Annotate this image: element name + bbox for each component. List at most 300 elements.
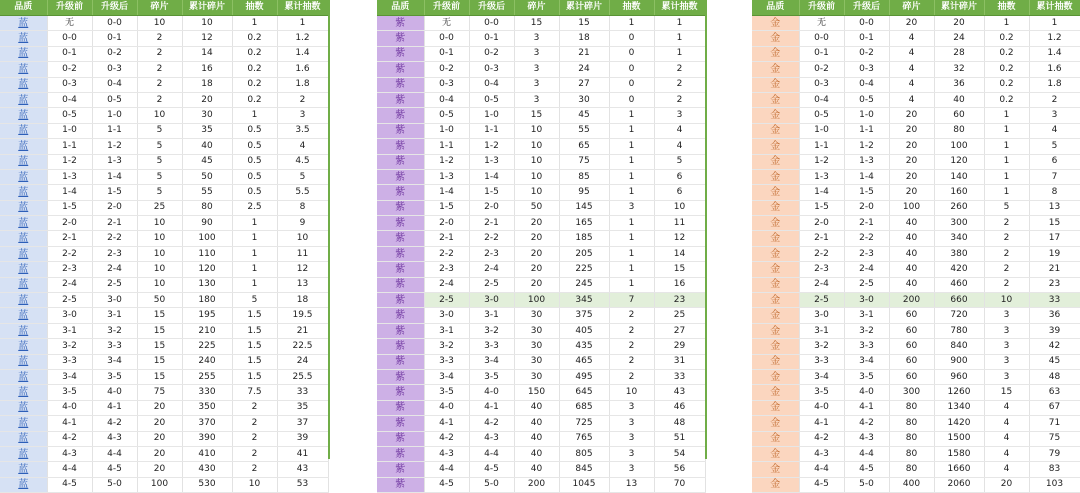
cumulative-draws-cell: 5 xyxy=(654,154,705,169)
before-level-cell: 3-3 xyxy=(424,354,469,369)
before-level-cell: 3-4 xyxy=(799,369,844,384)
cumulative-fragments-cell: 12 xyxy=(182,31,232,46)
fragments-cell: 30 xyxy=(514,323,559,338)
cumulative-draws-cell: 43 xyxy=(654,385,705,400)
cumulative-fragments-cell: 20 xyxy=(934,16,984,31)
cumulative-draws-cell: 41 xyxy=(277,446,328,461)
cumulative-draws-cell: 13 xyxy=(277,277,328,292)
after-level-cell: 1-2 xyxy=(92,139,137,154)
before-level-cell: 2-4 xyxy=(799,277,844,292)
cumulative-fragments-cell: 805 xyxy=(559,446,609,461)
draws-cell: 4 xyxy=(984,462,1029,477)
before-level-cell: 4-2 xyxy=(799,431,844,446)
cumulative-draws-cell: 4 xyxy=(654,123,705,138)
draws-cell: 1 xyxy=(609,262,654,277)
draws-cell: 0.5 xyxy=(232,123,277,138)
quality-cell: 蓝 xyxy=(0,246,47,261)
cumulative-draws-cell: 45 xyxy=(1029,354,1080,369)
draws-cell: 7.5 xyxy=(232,385,277,400)
before-level-cell: 4-1 xyxy=(799,416,844,431)
fragments-cell: 10 xyxy=(514,169,559,184)
cumulative-draws-cell: 67 xyxy=(1029,400,1080,415)
before-level-cell: 2-1 xyxy=(799,231,844,246)
table-row xyxy=(0,31,328,46)
draws-cell: 2.5 xyxy=(232,200,277,215)
quality-cell: 紫 xyxy=(377,369,424,384)
before-level-cell: 0-0 xyxy=(47,31,92,46)
quality-cell: 紫 xyxy=(377,477,424,492)
fragments-cell: 10 xyxy=(137,216,182,231)
before-level-cell: 0-5 xyxy=(47,108,92,123)
cumulative-draws-cell: 18 xyxy=(277,293,328,308)
after-level-cell: 1-2 xyxy=(844,139,889,154)
fragments-cell: 50 xyxy=(514,200,559,215)
table-row xyxy=(0,92,328,107)
quality-cell: 金 xyxy=(752,431,799,446)
after-level-cell: 3-3 xyxy=(844,339,889,354)
fragments-cell: 15 xyxy=(137,354,182,369)
table-row xyxy=(377,446,705,461)
after-level-cell: 3-4 xyxy=(844,354,889,369)
after-level-cell: 2-4 xyxy=(469,262,514,277)
draws-cell: 3 xyxy=(984,339,1029,354)
cumulative-draws-cell: 14 xyxy=(654,246,705,261)
draws-cell: 0.2 xyxy=(232,77,277,92)
after-level-cell: 1-1 xyxy=(469,123,514,138)
table-row xyxy=(0,462,328,477)
cumulative-fragments-cell: 845 xyxy=(559,462,609,477)
table-row xyxy=(752,262,1080,277)
fragments-cell: 2 xyxy=(137,46,182,61)
cumulative-draws-cell: 1 xyxy=(654,16,705,31)
fragments-cell: 25 xyxy=(137,200,182,215)
draws-cell: 2 xyxy=(232,446,277,461)
fragments-cell: 10 xyxy=(137,16,182,31)
before-level-cell: 1-4 xyxy=(424,185,469,200)
cumulative-draws-cell: 1.4 xyxy=(277,46,328,61)
quality-cell: 金 xyxy=(752,246,799,261)
after-level-cell: 2-1 xyxy=(469,216,514,231)
fragments-cell: 40 xyxy=(889,262,934,277)
table-row xyxy=(0,46,328,61)
draws-cell: 10 xyxy=(609,385,654,400)
cumulative-fragments-cell: 350 xyxy=(182,400,232,415)
quality-cell: 蓝 xyxy=(0,477,47,492)
table-row xyxy=(0,77,328,92)
cumulative-draws-cell: 8 xyxy=(1029,185,1080,200)
fragments-cell: 3 xyxy=(514,31,559,46)
table-row xyxy=(0,200,328,215)
table-row xyxy=(752,246,1080,261)
table-row xyxy=(752,31,1080,46)
cumulative-fragments-cell: 110 xyxy=(182,246,232,261)
after-level-cell: 0-2 xyxy=(844,46,889,61)
header-fragments: 碎片 xyxy=(889,0,934,16)
after-level-cell: 2-5 xyxy=(469,277,514,292)
table-row xyxy=(377,108,705,123)
fragments-cell: 300 xyxy=(889,385,934,400)
quality-cell: 紫 xyxy=(377,108,424,123)
quality-cell: 金 xyxy=(752,123,799,138)
before-level-cell: 4-4 xyxy=(799,462,844,477)
cumulative-fragments-cell: 40 xyxy=(182,139,232,154)
draws-cell: 13 xyxy=(609,477,654,492)
table-row xyxy=(752,46,1080,61)
table-row xyxy=(752,123,1080,138)
fragments-cell: 4 xyxy=(889,77,934,92)
table-row xyxy=(752,431,1080,446)
table-edge xyxy=(705,0,707,459)
fragments-cell: 20 xyxy=(889,16,934,31)
after-level-cell: 1-1 xyxy=(844,123,889,138)
cumulative-fragments-cell: 430 xyxy=(182,462,232,477)
fragments-cell: 20 xyxy=(514,277,559,292)
after-level-cell: 2-3 xyxy=(844,246,889,261)
table-row xyxy=(377,277,705,292)
fragments-cell: 40 xyxy=(889,246,934,261)
cumulative-draws-cell: 8 xyxy=(277,200,328,215)
quality-cell: 紫 xyxy=(377,231,424,246)
after-level-cell: 2-1 xyxy=(92,216,137,231)
quality-cell: 紫 xyxy=(377,200,424,215)
fragments-cell: 200 xyxy=(889,293,934,308)
quality-cell: 蓝 xyxy=(0,123,47,138)
table-row xyxy=(752,385,1080,400)
fragments-cell: 80 xyxy=(889,462,934,477)
fragments-cell: 20 xyxy=(514,262,559,277)
table-row xyxy=(377,462,705,477)
fragments-cell: 10 xyxy=(137,277,182,292)
quality-cell: 金 xyxy=(752,46,799,61)
cumulative-draws-cell: 17 xyxy=(1029,231,1080,246)
cumulative-fragments-cell: 65 xyxy=(559,139,609,154)
header-fragments: 碎片 xyxy=(514,0,559,16)
quality-cell: 紫 xyxy=(377,400,424,415)
cumulative-draws-cell: 103 xyxy=(1029,477,1080,492)
quality-cell: 金 xyxy=(752,262,799,277)
cumulative-draws-cell: 5 xyxy=(1029,139,1080,154)
table-row xyxy=(377,293,705,308)
draws-cell: 2 xyxy=(984,246,1029,261)
quality-cell: 蓝 xyxy=(0,216,47,231)
before-level-cell: 2-0 xyxy=(799,216,844,231)
fragments-cell: 10 xyxy=(137,246,182,261)
fragments-cell: 30 xyxy=(514,369,559,384)
table-row xyxy=(752,139,1080,154)
cumulative-fragments-cell: 390 xyxy=(182,431,232,446)
quality-cell: 蓝 xyxy=(0,354,47,369)
cumulative-fragments-cell: 1045 xyxy=(559,477,609,492)
cumulative-fragments-cell: 330 xyxy=(182,385,232,400)
fragments-cell: 400 xyxy=(889,477,934,492)
cumulative-fragments-cell: 75 xyxy=(559,154,609,169)
cumulative-fragments-cell: 24 xyxy=(559,62,609,77)
cumulative-draws-cell: 1.8 xyxy=(1029,77,1080,92)
table-row xyxy=(377,123,705,138)
cumulative-fragments-cell: 40 xyxy=(934,92,984,107)
draws-cell: 3 xyxy=(609,416,654,431)
table-row xyxy=(377,477,705,492)
cumulative-draws-cell: 51 xyxy=(654,431,705,446)
before-level-cell: 2-4 xyxy=(47,277,92,292)
table-row xyxy=(377,369,705,384)
table-row xyxy=(752,477,1080,492)
fragments-cell: 40 xyxy=(514,462,559,477)
cumulative-fragments-cell: 100 xyxy=(182,231,232,246)
fragments-cell: 5 xyxy=(137,169,182,184)
after-level-cell: 2-4 xyxy=(92,262,137,277)
draws-cell: 1.5 xyxy=(232,308,277,323)
table-row xyxy=(0,431,328,446)
after-level-cell: 1-4 xyxy=(92,169,137,184)
before-level-cell: 2-5 xyxy=(47,293,92,308)
quality-cell: 紫 xyxy=(377,31,424,46)
cumulative-draws-cell: 11 xyxy=(654,216,705,231)
before-level-cell: 2-3 xyxy=(424,262,469,277)
quality-cell: 蓝 xyxy=(0,369,47,384)
fragments-cell: 3 xyxy=(514,92,559,107)
cumulative-draws-cell: 39 xyxy=(1029,323,1080,338)
draws-cell: 1 xyxy=(232,262,277,277)
cumulative-fragments-cell: 90 xyxy=(182,216,232,231)
table-row xyxy=(0,62,328,77)
cumulative-draws-cell: 29 xyxy=(654,339,705,354)
fragments-cell: 20 xyxy=(889,108,934,123)
quality-cell: 蓝 xyxy=(0,416,47,431)
after-level-cell: 4-1 xyxy=(469,400,514,415)
cumulative-fragments-cell: 165 xyxy=(559,216,609,231)
after-level-cell: 3-1 xyxy=(469,308,514,323)
cumulative-draws-cell: 31 xyxy=(654,354,705,369)
before-level-cell: 4-5 xyxy=(47,477,92,492)
cumulative-draws-cell: 54 xyxy=(654,446,705,461)
fragments-cell: 20 xyxy=(137,431,182,446)
draws-cell: 1.5 xyxy=(232,339,277,354)
table-row xyxy=(377,16,705,31)
after-level-cell: 2-4 xyxy=(844,262,889,277)
table-row xyxy=(0,231,328,246)
table-row xyxy=(752,277,1080,292)
cumulative-fragments-cell: 405 xyxy=(559,323,609,338)
after-level-cell: 1-0 xyxy=(469,108,514,123)
cumulative-fragments-cell: 28 xyxy=(934,46,984,61)
cumulative-draws-cell: 6 xyxy=(654,169,705,184)
before-level-cell: 3-0 xyxy=(47,308,92,323)
after-level-cell: 2-0 xyxy=(844,200,889,215)
draws-cell: 2 xyxy=(609,308,654,323)
after-level-cell: 4-0 xyxy=(844,385,889,400)
cumulative-fragments-cell: 21 xyxy=(559,46,609,61)
after-level-cell: 1-3 xyxy=(469,154,514,169)
before-level-cell: 4-1 xyxy=(424,416,469,431)
fragments-cell: 100 xyxy=(137,477,182,492)
fragments-cell: 4 xyxy=(889,46,934,61)
table-row xyxy=(752,77,1080,92)
cumulative-fragments-cell: 55 xyxy=(182,185,232,200)
before-level-cell: 2-2 xyxy=(47,246,92,261)
table-row xyxy=(377,354,705,369)
cumulative-draws-cell: 27 xyxy=(654,323,705,338)
quality-cell: 紫 xyxy=(377,216,424,231)
after-level-cell: 3-5 xyxy=(92,369,137,384)
draws-cell: 0 xyxy=(609,92,654,107)
after-level-cell: 0-5 xyxy=(469,92,514,107)
cumulative-fragments-cell: 375 xyxy=(559,308,609,323)
cumulative-fragments-cell: 50 xyxy=(182,169,232,184)
quality-cell: 金 xyxy=(752,200,799,215)
cumulative-draws-cell: 3.5 xyxy=(277,123,328,138)
cumulative-draws-cell: 1 xyxy=(277,16,328,31)
before-level-cell: 0-1 xyxy=(424,46,469,61)
cumulative-fragments-cell: 530 xyxy=(182,477,232,492)
after-level-cell: 0-1 xyxy=(469,31,514,46)
draws-cell: 0.5 xyxy=(232,169,277,184)
quality-cell: 蓝 xyxy=(0,431,47,446)
before-level-cell: 1-4 xyxy=(47,185,92,200)
header-draws: 抽数 xyxy=(984,0,1029,16)
cumulative-draws-cell: 37 xyxy=(277,416,328,431)
fragments-cell: 20 xyxy=(889,185,934,200)
draws-cell: 3 xyxy=(984,308,1029,323)
draws-cell: 2 xyxy=(609,339,654,354)
before-level-cell: 1-1 xyxy=(799,139,844,154)
before-level-cell: 4-0 xyxy=(799,400,844,415)
after-level-cell: 0-1 xyxy=(844,31,889,46)
quality-cell: 金 xyxy=(752,77,799,92)
before-level-cell: 0-4 xyxy=(799,92,844,107)
after-level-cell: 5-0 xyxy=(469,477,514,492)
cumulative-fragments-cell: 370 xyxy=(182,416,232,431)
after-level-cell: 3-5 xyxy=(469,369,514,384)
before-level-cell: 1-0 xyxy=(424,123,469,138)
header-quality: 品质 xyxy=(0,0,47,16)
table-row xyxy=(377,308,705,323)
cumulative-fragments-cell: 185 xyxy=(559,231,609,246)
fragments-cell: 10 xyxy=(514,123,559,138)
cumulative-fragments-cell: 45 xyxy=(182,154,232,169)
fragments-cell: 10 xyxy=(137,108,182,123)
draws-cell: 0.2 xyxy=(984,31,1029,46)
before-level-cell: 3-5 xyxy=(47,385,92,400)
cumulative-draws-cell: 25.5 xyxy=(277,369,328,384)
fragments-cell: 60 xyxy=(889,323,934,338)
after-level-cell: 2-0 xyxy=(469,200,514,215)
cumulative-fragments-cell: 1340 xyxy=(934,400,984,415)
cumulative-fragments-cell: 225 xyxy=(559,262,609,277)
fragments-cell: 20 xyxy=(514,231,559,246)
before-level-cell: 0-2 xyxy=(47,62,92,77)
quality-cell: 金 xyxy=(752,339,799,354)
cumulative-draws-cell: 19.5 xyxy=(277,308,328,323)
draws-cell: 0.2 xyxy=(984,46,1029,61)
table-row xyxy=(0,169,328,184)
fragments-cell: 2 xyxy=(137,92,182,107)
quality-cell: 蓝 xyxy=(0,92,47,107)
cumulative-draws-cell: 33 xyxy=(1029,293,1080,308)
cumulative-draws-cell: 1.6 xyxy=(277,62,328,77)
quality-cell: 蓝 xyxy=(0,277,47,292)
draws-cell: 3 xyxy=(609,462,654,477)
before-level-cell: 3-2 xyxy=(47,339,92,354)
quality-cell: 金 xyxy=(752,462,799,477)
cumulative-draws-cell: 3 xyxy=(277,108,328,123)
table-row xyxy=(752,354,1080,369)
draws-cell: 1 xyxy=(232,277,277,292)
cumulative-fragments-cell: 495 xyxy=(559,369,609,384)
cumulative-fragments-cell: 32 xyxy=(934,62,984,77)
after-level-cell: 4-5 xyxy=(92,462,137,477)
cumulative-draws-cell: 21 xyxy=(277,323,328,338)
after-level-cell: 3-3 xyxy=(469,339,514,354)
fragments-cell: 40 xyxy=(514,416,559,431)
cumulative-fragments-cell: 120 xyxy=(182,262,232,277)
before-level-cell: 2-2 xyxy=(799,246,844,261)
cumulative-draws-cell: 23 xyxy=(1029,277,1080,292)
before-level-cell: 2-4 xyxy=(424,277,469,292)
fragments-cell: 40 xyxy=(514,431,559,446)
quality-cell: 蓝 xyxy=(0,446,47,461)
quality-cell: 紫 xyxy=(377,123,424,138)
after-level-cell: 4-4 xyxy=(469,446,514,461)
table-row xyxy=(377,154,705,169)
header-cumulative-draws: 累计抽数 xyxy=(1029,0,1080,16)
draws-cell: 1 xyxy=(232,108,277,123)
cumulative-draws-cell: 7 xyxy=(1029,169,1080,184)
before-level-cell: 0-3 xyxy=(424,77,469,92)
table-row xyxy=(752,462,1080,477)
quality-cell: 蓝 xyxy=(0,108,47,123)
quality-cell: 蓝 xyxy=(0,293,47,308)
table-row xyxy=(0,416,328,431)
before-level-cell: 4-5 xyxy=(799,477,844,492)
draws-cell: 5 xyxy=(984,200,1029,215)
fragments-cell: 80 xyxy=(889,431,934,446)
cumulative-fragments-cell: 1580 xyxy=(934,446,984,461)
draws-cell: 1.5 xyxy=(232,323,277,338)
quality-cell: 金 xyxy=(752,169,799,184)
before-level-cell: 3-3 xyxy=(47,354,92,369)
fragments-cell: 100 xyxy=(889,200,934,215)
cumulative-draws-cell: 1.2 xyxy=(277,31,328,46)
draws-cell: 10 xyxy=(232,477,277,492)
fragments-cell: 50 xyxy=(137,293,182,308)
fragments-cell: 15 xyxy=(514,16,559,31)
quality-cell: 紫 xyxy=(377,77,424,92)
cumulative-fragments-cell: 180 xyxy=(182,293,232,308)
fragments-cell: 4 xyxy=(889,92,934,107)
before-level-cell: 2-5 xyxy=(424,293,469,308)
fragments-cell: 30 xyxy=(514,354,559,369)
cumulative-fragments-cell: 660 xyxy=(934,293,984,308)
cumulative-fragments-cell: 10 xyxy=(182,16,232,31)
cumulative-fragments-cell: 1500 xyxy=(934,431,984,446)
table-row xyxy=(0,354,328,369)
fragments-cell: 3 xyxy=(514,77,559,92)
quality-cell: 金 xyxy=(752,108,799,123)
cumulative-draws-cell: 1.6 xyxy=(1029,62,1080,77)
before-level-cell: 4-4 xyxy=(47,462,92,477)
fragments-cell: 150 xyxy=(514,385,559,400)
quality-cell: 蓝 xyxy=(0,262,47,277)
before-level-cell: 3-4 xyxy=(47,369,92,384)
table-row xyxy=(0,108,328,123)
after-level-cell: 3-1 xyxy=(844,308,889,323)
after-level-cell: 1-5 xyxy=(469,185,514,200)
quality-cell: 金 xyxy=(752,277,799,292)
before-level-cell: 无 xyxy=(47,16,92,31)
after-level-cell: 4-0 xyxy=(92,385,137,400)
cumulative-draws-cell: 24 xyxy=(277,354,328,369)
